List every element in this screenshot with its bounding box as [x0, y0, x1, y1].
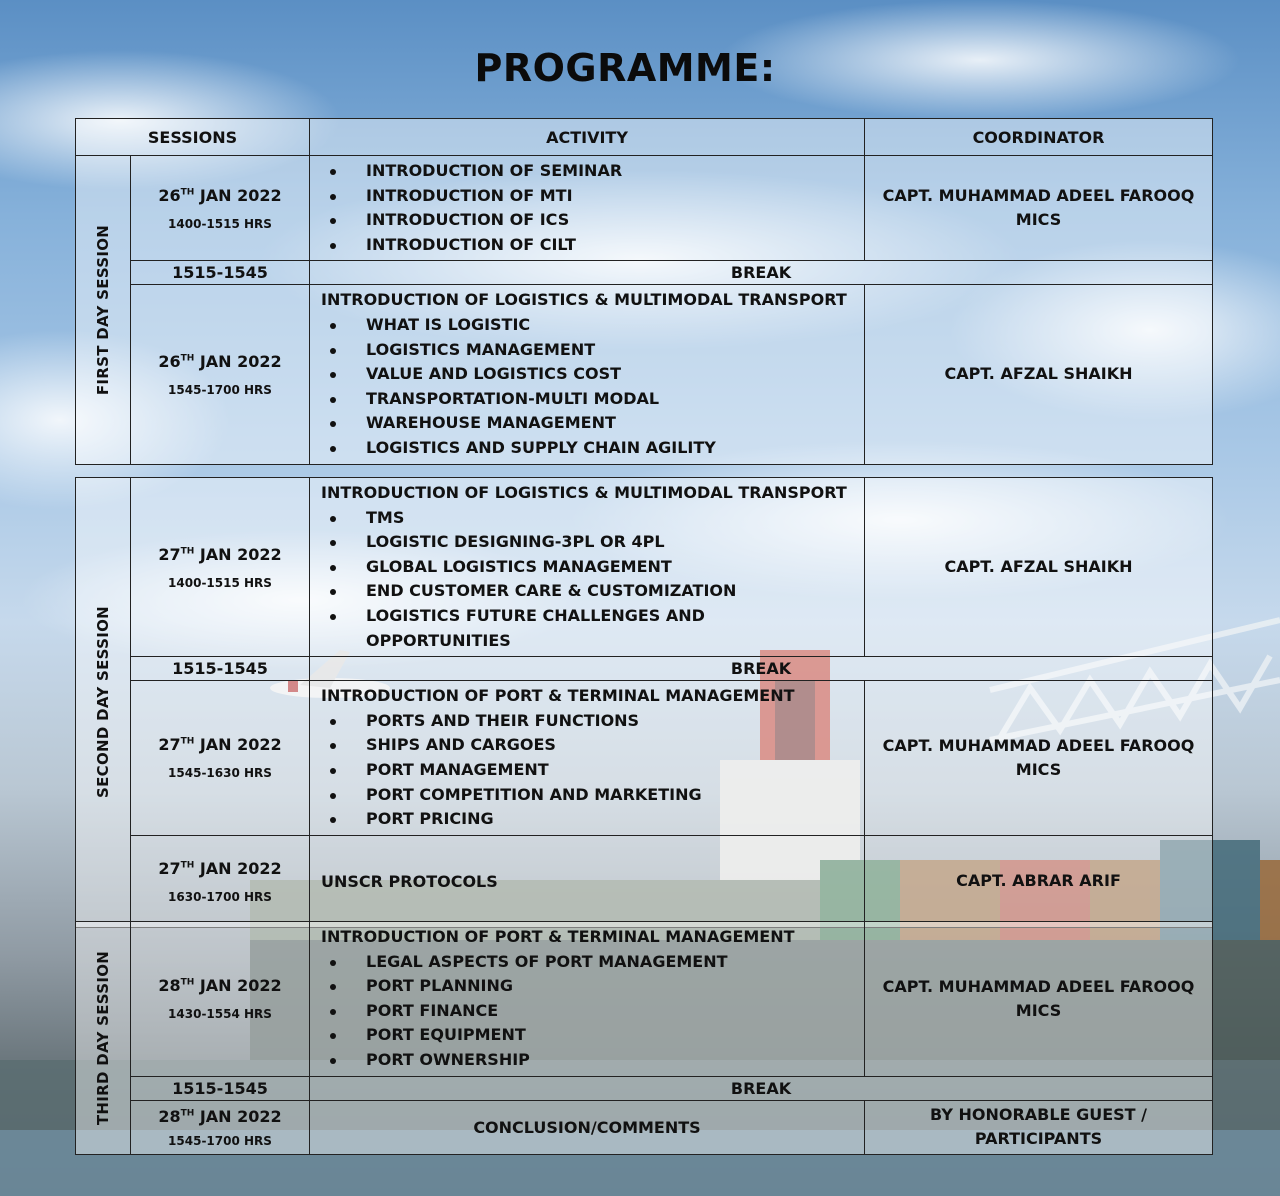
activity-heading: INTRODUCTION OF LOGISTICS & MULTIMODAL TRANSPORT	[321, 483, 847, 502]
list-item: VALUE AND LOGISTICS COST	[321, 362, 854, 387]
session-cell	[131, 922, 310, 1077]
activity-cell: CONCLUSION/COMMENTS	[310, 1100, 865, 1154]
list-item: INTRODUCTION OF CILT	[321, 233, 854, 258]
coordinator-cell: CAPT. MUHAMMAD ADEEL FAROOQ MICS	[865, 156, 1213, 261]
list-item: PORT PRICING	[321, 807, 854, 832]
activity-heading: INTRODUCTION OF LOGISTICS & MULTIMODAL TRANSPORT	[321, 290, 847, 310]
activity-cell	[310, 681, 865, 836]
activity-cell	[310, 285, 865, 464]
list-item: LOGISTICS MANAGEMENT	[321, 338, 854, 363]
list-item: END CUSTOMER CARE & CUSTOMIZATION	[321, 579, 854, 604]
list-item: PORT MANAGEMENT	[321, 758, 854, 783]
break-label: BREAK	[310, 657, 1213, 681]
session-hours: 1545-1700 HRS	[168, 1133, 272, 1148]
list-item: INTRODUCTION OF MTI	[321, 184, 854, 209]
schedule-table-day-3	[75, 921, 1213, 1155]
coordinator-cell: CAPT. AFZAL SHAIKH	[865, 285, 1213, 464]
break-row	[76, 1076, 1213, 1100]
list-item: PORT FINANCE	[321, 999, 854, 1024]
list-item: PORT OWNERSHIP	[321, 1048, 854, 1073]
list-item: LOGISTICS FUTURE CHALLENGES AND OPPORTUNITIES	[321, 604, 854, 653]
coordinator-cell: CAPT. ABRAR ARIF	[865, 835, 1213, 927]
session-date: 27TH JAN 2022	[158, 735, 282, 755]
activity-heading: INTRODUCTION OF PORT & TERMINAL MANAGEMENT	[321, 927, 795, 946]
session-date: 28TH JAN 2022	[158, 976, 282, 996]
break-time: 1515-1545	[131, 657, 310, 681]
list-item: PORT COMPETITION AND MARKETING	[321, 783, 854, 808]
coordinator-cell: CAPT. AFZAL SHAIKH	[865, 478, 1213, 657]
list-item: GLOBAL LOGISTICS MANAGEMENT	[321, 555, 854, 580]
session-cell	[131, 156, 310, 261]
list-item: LOGISTICS AND SUPPLY CHAIN AGILITY	[321, 436, 854, 461]
list-item: INTRODUCTION OF SEMINAR	[321, 159, 854, 184]
activity-cell: UNSCR PROTOCOLS	[310, 835, 865, 927]
table-row	[76, 478, 1213, 657]
list-item: WHAT IS LOGISTIC	[321, 313, 854, 338]
day-label: SECOND DAY SESSION	[94, 606, 112, 799]
list-item: TMS	[321, 506, 854, 531]
schedule-table-day-2	[75, 477, 1213, 928]
session-hours: 1430-1554 HRS	[168, 1007, 272, 1022]
day-label: FIRST DAY SESSION	[94, 224, 112, 395]
session-date: 26TH JAN 2022	[158, 185, 282, 205]
session-cell	[131, 835, 310, 927]
break-time: 1515-1545	[131, 261, 310, 285]
activity-header: ACTIVITY	[310, 119, 865, 156]
session-date: 28TH JAN 2022	[158, 1106, 282, 1126]
session-hours: 1400-1515 HRS	[168, 575, 272, 590]
table-header-row	[76, 119, 1213, 156]
session-hours: 1545-1630 HRS	[168, 766, 272, 781]
table-row	[76, 681, 1213, 836]
session-date: 27TH JAN 2022	[158, 544, 282, 564]
session-cell	[131, 285, 310, 464]
table-row	[76, 922, 1213, 1077]
activity-heading: INTRODUCTION OF PORT & TERMINAL MANAGEMENT	[321, 686, 795, 706]
coordinator-header: COORDINATOR	[865, 119, 1213, 156]
page-title: PROGRAMME:	[474, 46, 776, 90]
table-row	[76, 285, 1213, 464]
sessions-header: SESSIONS	[76, 119, 310, 156]
coordinator-cell: CAPT. MUHAMMAD ADEEL FAROOQ MICS	[865, 681, 1213, 836]
list-item: TRANSPORTATION-MULTI MODAL	[321, 387, 854, 412]
break-time: 1515-1545	[131, 1076, 310, 1100]
list-item: PORTS AND THEIR FUNCTIONS	[321, 709, 854, 734]
break-row	[76, 261, 1213, 285]
session-hours: 1545-1700 HRS	[168, 382, 272, 397]
table-row	[76, 835, 1213, 927]
list-item: INTRODUCTION OF ICS	[321, 208, 854, 233]
break-label: BREAK	[310, 261, 1213, 285]
coordinator-cell: CAPT. MUHAMMAD ADEEL FAROOQ MICS	[865, 922, 1213, 1077]
day-label-cell	[76, 156, 131, 465]
day-label-cell	[76, 922, 131, 1155]
list-item: PORT PLANNING	[321, 974, 854, 999]
list-item: LOGISTIC DESIGNING-3PL OR 4PL	[321, 530, 854, 555]
day-label: THIRD DAY SESSION	[94, 950, 112, 1125]
list-item: PORT EQUIPMENT	[321, 1023, 854, 1048]
day-label-cell	[76, 478, 131, 928]
session-date: 27TH JAN 2022	[158, 858, 282, 878]
activity-cell	[310, 478, 865, 657]
coordinator-cell: BY HONORABLE GUEST / PARTICIPANTS	[865, 1100, 1213, 1154]
session-hours: 1630-1700 HRS	[168, 889, 272, 904]
list-item: SHIPS AND CARGOES	[321, 733, 854, 758]
session-date: 26TH JAN 2022	[158, 351, 282, 371]
schedule-table-day-1	[75, 118, 1213, 465]
list-item: LEGAL ASPECTS OF PORT MANAGEMENT	[321, 950, 854, 975]
activity-cell	[310, 922, 865, 1077]
break-row	[76, 657, 1213, 681]
table-row	[76, 1100, 1213, 1154]
list-item: WAREHOUSE MANAGEMENT	[321, 411, 854, 436]
session-hours: 1400-1515 HRS	[168, 216, 272, 231]
session-cell	[131, 681, 310, 836]
break-label: BREAK	[310, 1076, 1213, 1100]
session-cell	[131, 1100, 310, 1154]
activity-cell	[310, 156, 865, 261]
table-row	[76, 156, 1213, 261]
session-cell	[131, 478, 310, 657]
